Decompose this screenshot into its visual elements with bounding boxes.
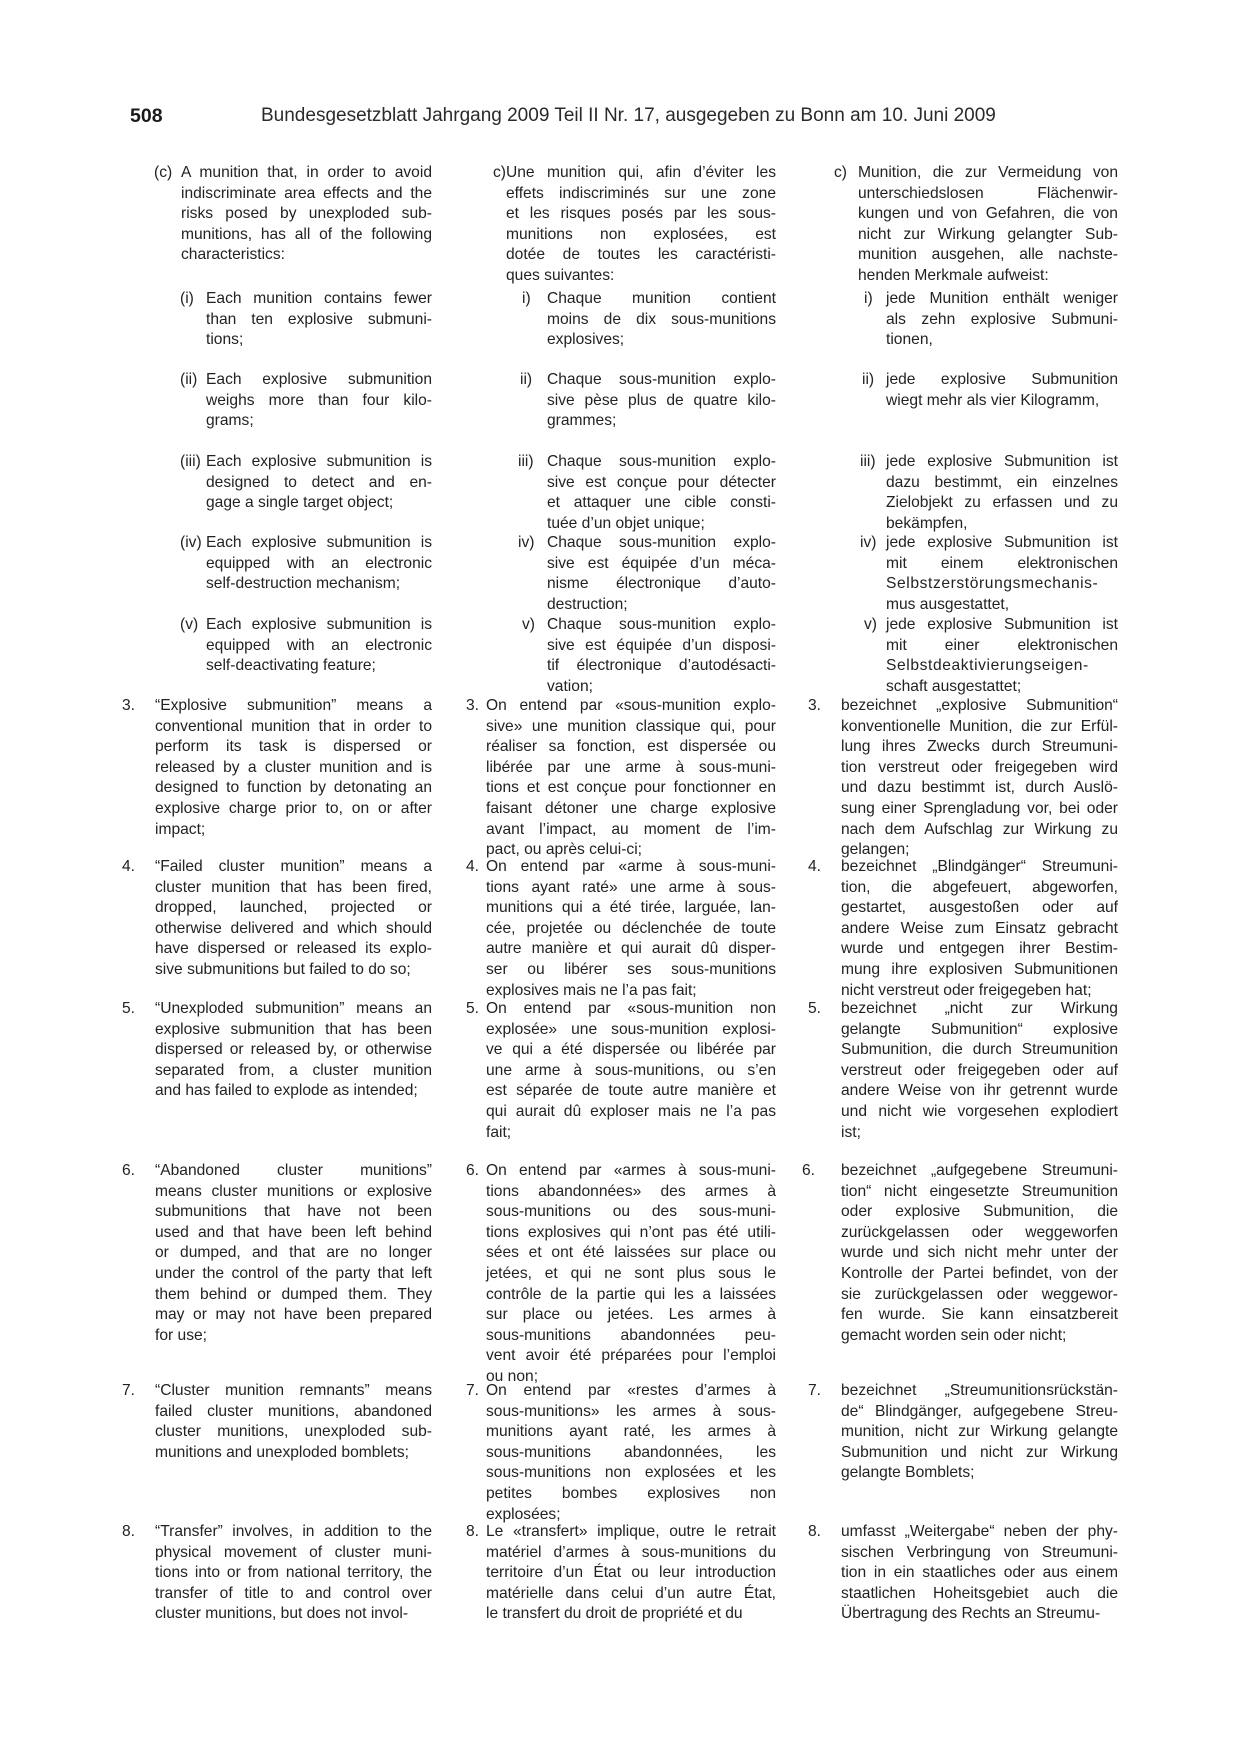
text-line: als zehn explosive Submuni- xyxy=(886,310,1118,328)
item-text xyxy=(206,533,432,595)
text-line: und nicht wie vorgesehen explodiert xyxy=(841,1102,1118,1120)
text-line: wiegt mehr als vier Kilogramm, xyxy=(886,391,1100,409)
item-label: iv) xyxy=(518,534,535,551)
text-line: have dispersed or released its explo- xyxy=(155,940,432,958)
text-line: On entend par «sous-munition explo- xyxy=(486,697,776,714)
text-line: qui aurait dû exploser mais ne l’a pas xyxy=(486,1102,776,1120)
text-line: designed to detect and en- xyxy=(206,473,432,491)
item-label: iii) xyxy=(860,453,876,470)
text-line: explosées; xyxy=(486,1505,561,1523)
text-line: munition, nicht zur Wirkung gelangte xyxy=(841,1423,1118,1441)
text-line: conventional munition that in order to xyxy=(155,717,432,735)
item-text xyxy=(486,1161,776,1388)
text-line: impact; xyxy=(155,820,206,838)
text-line: and has failed to explode as intended; xyxy=(155,1082,418,1100)
text-line: kungen und von Gefahren, die von xyxy=(858,205,1118,223)
text-line: munitions and unexploded bomblets; xyxy=(155,1443,409,1461)
text-line: designed to function by detonating an xyxy=(155,779,432,797)
text-line: On entend par «arme à sous-muni- xyxy=(486,858,776,875)
text-line: risks posed by unexploded sub- xyxy=(181,205,432,223)
text-line: cée, projetée ou déclenchée de toute xyxy=(486,919,776,937)
text-line: Each munition contains fewer xyxy=(206,290,432,307)
text-line: gelangte Bomblets; xyxy=(841,1464,975,1482)
text-line: bezeichnet „Streumunitionsrückstän- xyxy=(841,1382,1118,1399)
text-line: them behind or dumped them. They xyxy=(155,1285,432,1303)
text-line: tion“ nicht eingesetzte Streumunition xyxy=(841,1182,1118,1200)
text-line: Selbstzerstörungsmechanis- xyxy=(886,575,1099,593)
text-line: wurde und sich nicht mehr unter der xyxy=(841,1244,1118,1262)
text-line: faisant détoner une charge explosive xyxy=(486,799,776,817)
text-line: sung einer Sprengladung vor, bei oder xyxy=(841,799,1118,817)
text-line: perform its task is dispersed or xyxy=(155,738,432,756)
text-line: explosée» une sous-munition explosi- xyxy=(486,1020,776,1038)
text-line: et attaquer une cible consti- xyxy=(547,494,776,512)
text-line: lung ihres Zwecks durch Streumuni- xyxy=(841,738,1118,756)
text-line: contrôle de la partie qui les a laissées xyxy=(486,1285,776,1303)
text-line: jede Munition enthält weniger xyxy=(886,290,1118,307)
text-line: umfasst „Weitergabe“ neben der phy- xyxy=(841,1523,1118,1540)
text-line: “Abandoned cluster munitions” xyxy=(155,1162,432,1179)
text-line: sous-munitions non explosées et les xyxy=(486,1464,776,1482)
text-line: sie zurückgelassen oder weggewor- xyxy=(841,1285,1118,1303)
text-line: under the control of the party that left xyxy=(155,1264,432,1282)
item-label: c) xyxy=(493,164,506,181)
text-line: tions abandonnées» des armes à xyxy=(486,1182,776,1200)
text-line: sive est équipée d’un méca- xyxy=(547,554,776,572)
text-line: Each explosive submunition is xyxy=(206,616,432,633)
text-line: munitions qui a été tirée, larguée, lan- xyxy=(486,899,776,917)
item-label: 6. xyxy=(122,1162,136,1179)
text-line: territoire d’un État ou leur introduction xyxy=(486,1564,776,1582)
item-text xyxy=(155,1161,432,1346)
item-label: (c) xyxy=(154,164,173,181)
item-label: i) xyxy=(522,290,531,307)
item-text xyxy=(886,533,1118,615)
item-text xyxy=(547,370,776,432)
text-line: konventionelle Munition, die zur Erfül- xyxy=(841,717,1118,735)
text-line: explosive charge prior to, on or after xyxy=(155,799,432,817)
text-line: tuée d’un objet unique; xyxy=(547,514,705,532)
text-line: matériel d’armes à sous-munitions du xyxy=(486,1543,776,1561)
text-line: physical movement of cluster muni- xyxy=(155,1543,432,1561)
text-line: bezeichnet „explosive Submunition“ xyxy=(841,697,1118,714)
text-line: “Explosive submunition” means a xyxy=(155,697,432,714)
text-line: ou non; xyxy=(486,1367,539,1385)
text-line: explosives mais ne l’a pas fait; xyxy=(486,981,697,999)
text-line: gage a single target object; xyxy=(206,494,394,512)
text-line: tions ayant raté» une arme à sous- xyxy=(486,878,776,896)
text-line: bekämpfen, xyxy=(886,514,968,532)
text-line: Kontrolle der Partei befindet, von der xyxy=(841,1264,1118,1282)
item-text xyxy=(155,1522,432,1625)
text-line: Selbstdeaktivierungseigen- xyxy=(886,657,1089,675)
item-text xyxy=(206,370,432,432)
text-line: moins de dix sous-munitions xyxy=(547,310,776,328)
text-line: und dazu bestimmt ist, durch Auslö- xyxy=(841,779,1118,797)
text-line: Übertragung des Rechts an Streumu- xyxy=(841,1605,1101,1623)
item-label: (v) xyxy=(180,616,199,633)
text-line: zurückgelassen oder weggeworfen xyxy=(841,1223,1118,1241)
text-line: mus ausgestattet, xyxy=(886,595,1010,613)
text-line: ve qui a été dispersée ou libérée par xyxy=(486,1041,776,1059)
text-line: “Unexploded submunition” means an xyxy=(155,1000,432,1017)
text-line: tion verstreut oder freigegeben wird xyxy=(841,758,1118,776)
text-line: Chaque sous-munition explo- xyxy=(547,534,776,551)
item-text xyxy=(206,615,432,677)
text-line: explosive submunition that has been xyxy=(155,1020,432,1038)
text-line: On entend par «armes à sous-muni- xyxy=(486,1162,776,1179)
text-line: Each explosive submunition is xyxy=(206,534,432,551)
text-line: released by a cluster munition and is xyxy=(155,758,432,776)
item-label: 8. xyxy=(466,1523,480,1540)
text-line: used and that have been left behind xyxy=(155,1223,432,1241)
text-line: submunitions that have not been xyxy=(155,1203,432,1221)
item-label: 7. xyxy=(808,1382,822,1399)
text-line: jede explosive Submunition ist xyxy=(886,534,1118,551)
text-line: grams; xyxy=(206,412,254,430)
text-line: jede explosive Submunition ist xyxy=(886,616,1118,633)
item-label: 7. xyxy=(122,1382,136,1399)
item-label: c) xyxy=(834,164,847,181)
item-text xyxy=(486,1522,776,1625)
text-line: Each explosive submunition is xyxy=(206,453,432,470)
text-line: est séparée de toute autre manière et xyxy=(486,1082,776,1100)
text-line: et les risques posés par les sous- xyxy=(506,205,776,223)
item-label: iii) xyxy=(518,453,534,470)
text-line: failed cluster munitions, abandoned xyxy=(155,1402,432,1420)
text-line: dazu bestimmt, ein einzelnes xyxy=(886,473,1118,491)
item-text xyxy=(886,289,1118,351)
text-line: réaliser sa fonction, est dispersée ou xyxy=(486,738,776,756)
item-label: 8. xyxy=(122,1523,136,1540)
text-line: grammes; xyxy=(547,412,617,430)
text-line: andere Weise von ihr getrennt wurde xyxy=(841,1082,1118,1100)
text-line: tions into or from national territory, the xyxy=(155,1564,432,1582)
text-line: ques suivantes: xyxy=(506,266,615,284)
text-line: vent avoir été préparées pour l’emploi xyxy=(486,1347,776,1365)
item-label: 6. xyxy=(802,1162,816,1179)
text-line: tions; xyxy=(206,331,244,349)
item-label: i) xyxy=(864,290,873,307)
running-head: Bundesgesetzblatt Jahrgang 2009 Teil II Nr. 17, ausgegeben zu Bonn am 10. Juni 2009 xyxy=(261,105,996,126)
text-line: Chaque sous-munition explo- xyxy=(547,616,776,633)
item-text xyxy=(547,615,776,697)
text-line: characteristics: xyxy=(181,246,285,264)
text-line: cluster munitions, unexploded sub- xyxy=(155,1423,432,1441)
text-line: weighs more than four kilo- xyxy=(206,391,432,409)
item-text xyxy=(506,163,776,287)
text-line: Chaque munition contient xyxy=(547,290,776,307)
item-text xyxy=(486,857,776,1001)
text-line: oder explosive Submunition, die xyxy=(841,1203,1118,1221)
text-line: jede explosive Submunition xyxy=(886,371,1118,388)
item-text xyxy=(155,857,432,981)
item-text xyxy=(547,289,776,351)
text-line: wurde und entgegen ihrer Bestim- xyxy=(841,940,1118,958)
item-text xyxy=(486,696,776,861)
text-line: gelangen; xyxy=(841,841,910,859)
text-line: unterschiedslosen Flächenwir- xyxy=(858,184,1118,202)
text-line: On entend par «restes d’armes à xyxy=(486,1382,776,1399)
item-label: v) xyxy=(522,616,535,633)
text-line: equipped with an electronic xyxy=(206,554,432,572)
text-line: staatlichen Hoheitsgebiet auch die xyxy=(841,1584,1118,1602)
text-line: pact, ou après celui-ci; xyxy=(486,841,643,859)
page-number: 508 xyxy=(130,105,163,127)
text-line: bezeichnet „Blindgänger“ Streumuni- xyxy=(841,858,1118,875)
item-text xyxy=(841,1381,1118,1484)
text-line: mit einem elektronischen xyxy=(886,554,1118,572)
item-text xyxy=(841,1522,1118,1625)
item-label: v) xyxy=(864,616,877,633)
item-text xyxy=(181,163,432,266)
text-line: tion, die abgefeuert, abgeworfen, xyxy=(841,878,1118,896)
text-line: cluster munition that has been fired, xyxy=(155,878,432,896)
item-label: (iv) xyxy=(180,534,202,551)
text-line: mung ihre explosiven Submunitionen xyxy=(841,960,1118,978)
text-line: self-destruction mechanism; xyxy=(206,575,401,593)
item-label: 5. xyxy=(122,1000,136,1017)
text-line: sous-munitions ou des sous-muni- xyxy=(486,1203,776,1221)
text-line: sive pèse plus de quatre kilo- xyxy=(547,391,776,409)
item-label: (ii) xyxy=(180,371,198,388)
text-line: Une munition qui, afin d’éviter les xyxy=(506,164,776,181)
text-line: Each explosive submunition xyxy=(206,371,432,388)
item-text xyxy=(155,999,432,1102)
item-label: 5. xyxy=(808,1000,822,1017)
text-line: tion in ein staatliches oder aus einem xyxy=(841,1564,1118,1582)
text-line: Submunition, die durch Streumunition xyxy=(841,1041,1118,1059)
text-line: dotée de toutes les caractéristi- xyxy=(506,246,776,264)
text-line: petites bombes explosives non xyxy=(486,1484,776,1502)
item-text xyxy=(886,452,1118,534)
text-line: bezeichnet „aufgegebene Streumuni- xyxy=(841,1162,1118,1179)
item-text xyxy=(841,1161,1118,1346)
item-text xyxy=(486,999,776,1143)
text-line: fen wurde. Sie kann einsatzbereit xyxy=(841,1306,1118,1324)
item-label: 3. xyxy=(466,697,480,714)
text-line: andere Weise zum Einsatz gebracht xyxy=(841,919,1118,937)
item-text xyxy=(886,615,1118,697)
text-line: cluster munitions, but does not invol- xyxy=(155,1605,409,1623)
text-line: tions explosives qui n’ont pas été utili- xyxy=(486,1223,776,1241)
item-label: 8. xyxy=(808,1523,822,1540)
text-line: indiscriminate area effects and the xyxy=(181,184,432,202)
text-line: bezeichnet „nicht zur Wirkung xyxy=(841,1000,1118,1017)
text-line: On entend par «sous-munition non xyxy=(486,1000,776,1017)
text-line: autre manière et qui aurait dû disper- xyxy=(486,940,776,958)
text-line: Le «transfert» implique, outre le retrait xyxy=(486,1523,776,1540)
text-line: for use; xyxy=(155,1326,208,1344)
text-line: le transfert du droit de propriété et du xyxy=(486,1605,743,1623)
text-line: sées et ont été laissées sur place ou xyxy=(486,1244,776,1262)
item-text xyxy=(547,533,776,615)
item-text xyxy=(841,999,1118,1143)
text-line: jede explosive Submunition ist xyxy=(886,453,1118,470)
item-text xyxy=(841,696,1118,861)
text-line: means cluster munitions or explosive xyxy=(155,1182,432,1200)
text-line: ist; xyxy=(841,1123,861,1141)
text-line: transfer of title to and control over xyxy=(155,1584,432,1602)
text-line: munitions, has all of the following xyxy=(181,225,432,243)
text-line: sischen Verbringung von Streumuni- xyxy=(841,1543,1118,1561)
text-line: sous-munitions abandonnées, les xyxy=(486,1443,776,1461)
text-line: jetées, et qui ne sont plus sous le xyxy=(486,1264,776,1282)
text-line: than ten explosive submuni- xyxy=(206,310,432,328)
text-line: may or may not have been prepared xyxy=(155,1306,432,1324)
item-text xyxy=(841,857,1118,1001)
text-line: “Transfer” involves, in addition to the xyxy=(155,1523,432,1540)
item-label: 3. xyxy=(808,697,822,714)
item-label: 3. xyxy=(122,697,136,714)
text-line: tif électronique d’autodésacti- xyxy=(547,657,776,675)
text-line: verstreut oder freigegeben oder auf xyxy=(841,1061,1118,1079)
text-line: Submunition und nicht zur Wirkung xyxy=(841,1443,1118,1461)
text-line: “Failed cluster munition” means a xyxy=(155,858,432,875)
text-line: sive» une munition classique qui, pour xyxy=(486,717,776,735)
text-line: nach dem Aufschlag zur Wirkung zu xyxy=(841,820,1118,838)
item-label: 4. xyxy=(466,858,480,875)
text-line: ser ou libérer ses sous-munitions xyxy=(486,960,776,978)
item-label: iv) xyxy=(860,534,877,551)
text-line: henden Merkmale aufweist: xyxy=(858,266,1049,284)
text-line: otherwise delivered and which should xyxy=(155,919,432,937)
text-line: avant l’impact, au moment de l’im- xyxy=(486,820,776,838)
item-text xyxy=(886,370,1118,411)
item-label: 4. xyxy=(808,858,822,875)
text-line: matérielle dans celui d’un autre État, xyxy=(486,1584,776,1602)
text-line: nicht verstreut oder freigegeben hat; xyxy=(841,981,1092,999)
item-label: 5. xyxy=(466,1000,480,1017)
text-line: libérée par une arme à sous-muni- xyxy=(486,758,776,776)
text-line: une arme à sous-munitions, ou s’en xyxy=(486,1061,776,1079)
text-line: vation; xyxy=(547,677,593,695)
text-line: Chaque sous-munition explo- xyxy=(547,371,776,388)
text-line: tionen, xyxy=(886,331,933,349)
text-line: de“ Blindgänger, aufgegebene Streu- xyxy=(841,1402,1118,1420)
text-line: “Cluster munition remnants” means xyxy=(155,1382,432,1399)
text-line: separated from, a cluster munition xyxy=(155,1061,432,1079)
text-line: tions et est conçue pour fonctionner en xyxy=(486,779,776,797)
text-line: explosives; xyxy=(547,331,625,349)
text-line: Chaque sous-munition explo- xyxy=(547,453,776,470)
text-line: sur place ou jetées. Les armes à xyxy=(486,1306,776,1324)
item-label: 7. xyxy=(466,1382,480,1399)
text-line: nisme électronique d’auto- xyxy=(547,575,776,593)
text-line: gestartet, ausgestoßen oder auf xyxy=(841,899,1118,917)
item-label: (i) xyxy=(180,290,194,307)
item-text xyxy=(858,163,1118,287)
text-line: munitions non explosées, est xyxy=(506,225,776,243)
text-line: A munition that, in order to avoid xyxy=(181,164,432,181)
item-label: 4. xyxy=(122,858,136,875)
text-line: sive est équipée d’un disposi- xyxy=(547,636,776,654)
text-line: equipped with an electronic xyxy=(206,636,432,654)
item-text xyxy=(486,1381,776,1525)
text-line: schaft ausgestattet; xyxy=(886,677,1022,695)
text-line: mit einer elektronischen xyxy=(886,636,1118,654)
text-line: munition ausgehen, alle nachste- xyxy=(858,246,1118,264)
item-text xyxy=(206,289,432,351)
item-text xyxy=(547,452,776,534)
text-line: fait; xyxy=(486,1123,512,1141)
text-line: sive est conçue pour détecter xyxy=(547,473,776,491)
text-line: or dumped, and that are no longer xyxy=(155,1244,432,1262)
text-line: gelangte Submunition“ explosive xyxy=(841,1020,1118,1038)
item-text xyxy=(206,452,432,514)
text-line: sous-munitions» les armes à sous- xyxy=(486,1402,776,1420)
item-text xyxy=(155,696,432,840)
text-line: sous-munitions abandonnées peu- xyxy=(486,1326,776,1344)
text-line: Zielobjekt zu erfassen und zu xyxy=(886,494,1118,512)
text-line: destruction; xyxy=(547,595,628,613)
text-line: self-deactivating feature; xyxy=(206,657,376,675)
text-line: munitions ayant raté, les armes à xyxy=(486,1423,776,1441)
item-label: ii) xyxy=(520,371,533,388)
text-line: dropped, launched, projected or xyxy=(155,899,432,917)
text-line: nicht zur Wirkung gelangter Sub- xyxy=(858,225,1118,243)
text-line: sive submunitions but failed to do so; xyxy=(155,960,411,978)
item-label: 6. xyxy=(466,1162,480,1179)
text-line: Munition, die zur Vermeidung von xyxy=(858,164,1118,181)
item-label: ii) xyxy=(862,371,875,388)
text-line: effets indiscriminés sur une zone xyxy=(506,184,776,202)
item-text xyxy=(155,1381,432,1463)
text-line: dispersed or released by, or otherwise xyxy=(155,1041,432,1059)
text-line: gemacht worden sein oder nicht; xyxy=(841,1326,1067,1344)
item-label: (iii) xyxy=(180,453,201,470)
